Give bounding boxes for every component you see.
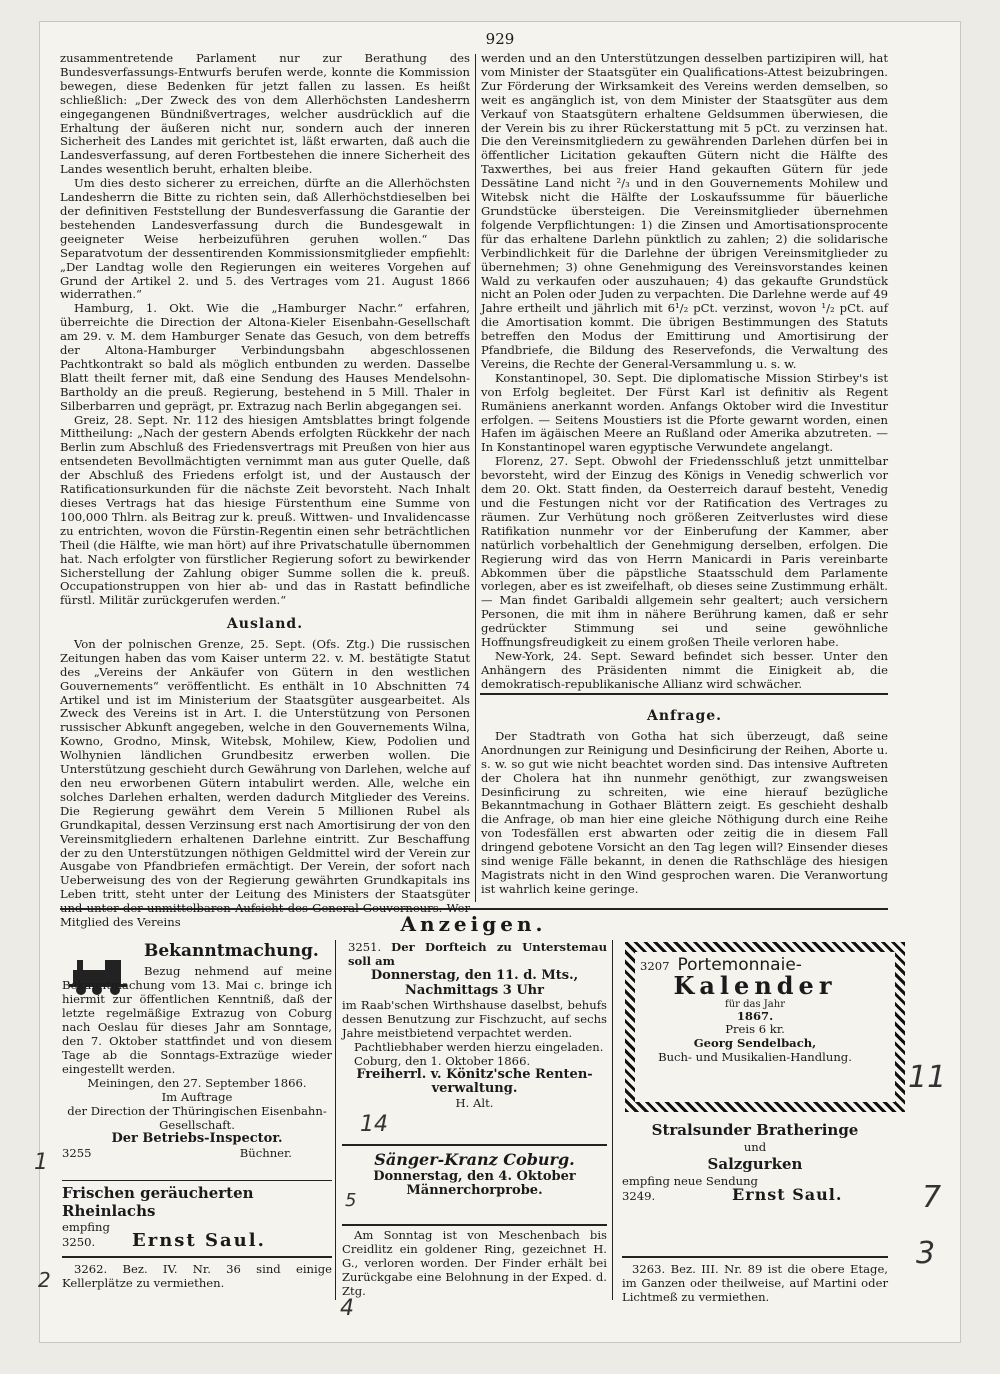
ad-rheinlachs [62,1184,332,1254]
ad-bekanntmachung [62,940,332,1180]
ad-inspector: Der Betriebs-Inspector. [111,1131,283,1146]
ad-shop: Buch- und Musikalien-Handlung. [658,1050,852,1064]
ad-number: 3249. [622,1189,656,1203]
handwritten-mark: 5 [345,1190,357,1211]
ad-title: Frischen geräucherten Rheinlachs [62,1184,254,1220]
right-column [481,52,888,690]
ad-rule [342,1144,607,1146]
ad-text: Bez. III. Nr. 89 ist die obere Etage, im Ganzen oder theilweise, auf Martini oder Lichtmeß zu vermiethen. [622,1262,888,1304]
ad-ring [342,1228,607,1300]
ad-auftrag: Im Auftrage [161,1090,233,1104]
ad-title-big: Kalender [673,971,837,1000]
ad-sub: empfing [62,1220,110,1234]
ad-line: Donnerstag, den 4. Oktober [373,1169,576,1184]
ad-und: und [743,1140,767,1154]
ad-rule [342,1224,607,1226]
ad-name: Georg Sendelbach, [693,1036,817,1050]
ad-text: Bez. IV. Nr. 36 sind einige Kellerplätze zu vermiethen. [62,1262,332,1290]
paragraph: werden und an den Unterstützungen desselben partizipiren will, hat vom Minister der Staatsgüter ein Qualifications-Attest beizubringen. Zur Förderung der Wirksamkeit des Vereins werden demselben, so weit es angänglich ist, von dem Minister der Staatsgüter aus dem Verkauf von Staatsgütern erhaltene Geldsummen überwiesen, die der Verein bis zu ihrer Rückerstattung mit 5 pCt. zu verzinsen hat. Die den Vereinsmitgliedern zu gewährenden Darlehen dürfen bei in öffentlicher Licitation gekauften Gütern nicht die Hälfte des Taxwerthes, bei aus freier Hand gekauften Gütern für jede Dessätine Land nicht ²/₃ und in den Gouvernements Mohilew und Witebsk nicht die Hälfte der Loskaufssumme für bäuerliche Grundstücke übersteigen. Die Vereinsmitglieder übernehmen folgende Verpflichtungen: 1) die Zinsen und Amortisationsprocente für das erhaltene Darlehn pünktlich zu zahlen; 2) die solidarische Verbindlichkeit für die Darlehne der übrigen Vereinsmitglieder zu übernehmen; 3) ohne Genehmigung des Vereinsvorstandes keinen Wald zu verkaufen oder auszuhauen; 4) das gekaufte Grundstück nicht an Polen oder Juden zu verpachten. Die Darlehne werde auf 49 Jahre ertheilt und jährlich mit 6¹/₂ pCt. verzinst, wovon ¹/₂ pCt. auf die Amortisation kommt. Die übrigen Bestimmungen des Statuts betreffen den Modus der Emittirung und Amortisirung der Pfandbriefe, die Bildung des Reservefonds, die Verwaltung des Vereins, die Rechte der General-Versammlung u. s. w. [481,51,888,371]
ad-title: Sänger-Kranz Coburg. [374,1150,575,1169]
ad-footer [62,1146,332,1160]
ad-saenger-kranz [342,1150,607,1220]
ad-date: Meiningen, den 27. September 1866. [87,1076,307,1090]
ad-line: Männerchorprobe. [406,1183,543,1198]
ad-signature: Ernst Saul. [732,1185,843,1204]
ads-divider-left [335,940,336,1300]
ad-kalender [640,955,870,1076]
section-heading: Ausland. [226,616,304,632]
ad-rule [622,1256,888,1258]
ad-title: Portemonnaie- [677,955,802,975]
ad-rule [62,1180,332,1181]
ad-year: 1867. [736,1009,774,1023]
ad-number: 3250. [62,1235,96,1249]
column-divider [475,54,476,902]
handwritten-mark: 2 [38,1268,51,1292]
ad-text: Am Sonntag ist von Meschenbach bis Creidlitz ein goldener Ring, gezeichnet H. G., verloren worden. Der Finder erhält bei Zurückgabe eine Belohnung in der Exped. d. Ztg. [342,1228,607,1298]
paragraph: Von der polnischen Grenze, 25. Sept. (Ofs. Ztg.) Die russischen Zeitungen haben das vom Kaiser unterm 22. v. M. bestätigte Statut des „Vereins der Ankäufer von Gütern in den westlichen Gouvernements“ veröffentlicht. Es enthält in 10 Abschnitten 74 Artikel und ist im Ministerium der Staatsgüter ausgearbeitet. Als Zweck des Vereins ist in Art. I. die Unterstützung von Personen russischer Abkunft angegeben, welche in den Gouvernements Wilna, Kowno, Grodno, Minsk, Witebsk, Mohilew, Kiew, Podolien und Wolhynien ländlichen Grundbesitz erwerben wollen. Die Unterstützung geschieht durch Gewährung von Darlehen, welche auf den neu erworbenen Gütern intabulirt werden. Alle, welche ein solches Darlehen erhalten, werden dadurch Mitglieder des Vereins. Die Regierung gewährt dem Verein 5 Millionen Rubel als Grundkapital, dessen Verzinsung erst nach Amortisirung der von den Vereinsmitgliedern erhaltenen Darlehne eintritt. Zur Beschaffung der zu den Unterstützungen nöthigen Geldmittel wird der Verein zur Ausgabe von Pfandbriefen ermächtigt. Der Verein, der sofort nach Ueberweisung des von der Regierung gewährten Grundkapitals ins Leben tritt, steht unter der Leitung des Ministers der Staatsgüter und unter der unmittelbaren Aufsicht des General-Gouverneurs. Wer Mitglied des Vereins [60,636,470,930]
ad-price: Preis 6 kr. [725,1022,785,1036]
ad-emphasis: Donnerstag, den 11. d. Mts., Nachmittags 3 Uhr [370,968,579,998]
paragraph: Florenz, 27. Sept. Obwohl der Friedensschluß jetzt unmittelbar bevorsteht, wird der Einzug des Königs in Venedig schwerlich vor dem 20. Okt. Statt finden, da Oesterreich darauf besteht, Venedig und die Festungen nicht vor der Ratification des Vertrages zu räumen. Zur Verhütung noch größeren Zeitverlustes wird diese Ratifikation nunmehr vor der Einberufung der Kammer, aber natürlich vorbehaltlich der Genehmigung derselben, erfolgen. Die Regierung wird das von Herrn Manicardi in Paris vereinbarte Abkommen über die päpstliche Staatsschuld dem Parlamente vorlegen, aber es ist zweifelhaft, ob dieses seine Zustimmung erhält. — Man findet Garibaldi allgemein sehr gealtert; auch versichern Personen, die mit ihm in nähere Berührung kamen, daß er sehr gedrückter Stimmung sei und seine gewöhnliche Hoffnungsfreudigkeit zu einem großen Theile verloren habe. [481,454,888,650]
paragraph: Greiz, 28. Sept. Nr. 112 des hiesigen Amtsblattes bringt folgende Mittheilung: „Nach der gestern Abends erfolgten Rückkehr der nach Berlin zum Abschluß des Friedensvertrags mit Preußen von hier aus entsendeten Bevollmächtigten vernimmt man aus guter Quelle, daß der Abschluß des Friedens erfolgt ist, und der Austausch der Ratificationsurkunden für die nächste Zeit bevorsteht. Nach Inhalt dieses Vertrags hat das hiesige Fürstenthum eine Summe von 100,000 Thlrn. als Beitrag zur k. preuß. Wittwen- und Invalidencasse zu entrichten, wovon die Fürstin-Regentin einen sehr beträchtlichen Theil (die Hälfte, wie man hört) auf ihre Privatschatulle übernommen hat. Nach erfolgter von fürstlicher Regierung sofort zu bewirkender Sicherstellung der Zahlung obiger Summe sollen die k. preuß. Occupationstruppen von hier ab- und das in Rastatt befindliche fürstl. Militär zurückgerufen werden.“ [60,412,470,608]
ad-direction: der Direction der Thüringischen Eisenbahn-Gesellschaft. [67,1104,327,1132]
ad-date: Coburg, den 1. Oktober 1866. [354,1054,531,1068]
ausland-section [60,610,470,930]
handwritten-mark: 1 [34,1150,48,1175]
ad-signature-name: H. Alt. [455,1096,494,1110]
ad-title: Bekanntmachung. [144,941,319,961]
left-column [60,52,470,608]
handwritten-mark: 14 [360,1112,388,1137]
ad-sub: empfing neue Sendung [622,1174,758,1188]
ad-etage [622,1262,888,1302]
ad-title: Salzgurken [707,1155,803,1173]
ad-rule [62,1256,332,1258]
anzeigen-heading: Anzeigen. [400,912,547,936]
ad-signature: Büchner. [239,1146,292,1160]
page-number: 929 [485,30,515,48]
ad-number: 3251. [348,940,382,954]
section-heading: Anfrage. [646,708,723,724]
ad-line [342,940,607,968]
paragraph: Der Stadtrath von Gotha hat sich überzeugt, daß seine Anordnungen zur Reinigung und Desinficirung der Reihen, Aborte u. s. w. so gut wie nicht beachtet worden sind. Das intensive Auftreten der Cholera hat ihn nunmehr genöthigt, zur zwangsweisen Desinficirung zu schreiten, wie eine hierauf bezügliche Bekanntmachung in Gothaer Blättern zeigt. Es geschieht deshalb die Anfrage, ob man hier eine gleiche Nöthigung durch eine Reihe von Todesfällen erst abwarten oder zeitig die in diesem Fall dringend gebotene Vorsicht an den Tag legen will? Einsender dieses sind wenige Fälle bekannt, in denen die Rathschläge des hiesigen Magistrats nicht in den Wind gesprochen waren. Die Veranwortung ist wahrlich keine geringe. [481,728,888,896]
ad-text: im Raab'schen Wirthshause daselbst, behufs dessen Benutzung zur Fischzucht, auf sechs Jahre meistbietend verpachtet werden. [342,998,607,1040]
ad-title: Stralsunder Bratheringe [651,1121,859,1139]
handwritten-mark: 4 [340,1296,354,1321]
handwritten-mark: 3 [916,1236,936,1271]
ad-text: Der Dorfteich zu Unterstemau soll am [348,940,608,968]
ad-signature: Freiherrl. v. Könitz'sche Renten-verwaltung. [356,1067,593,1096]
anfrage-section [481,702,888,902]
paragraph: Konstantinopel, 30. Sept. Die diplomatische Mission Stirbey's ist von Erfolg begleitet. Der Fürst Karl ist definitiv als Regent Rumäniens anerkannt worden. Anfangs Oktober wird die Investitur erfolgen. — Seitens Moustiers ist die Pforte gewarnt worden, einen Hafen im ägäischen Meere an Rußland oder Amerika abzutreten. — In Konstantinopel waren egyptische Verwundete angelangt. [481,370,888,455]
ad-number: 3207 [640,959,670,973]
ad-text: Pachtliebhaber werden hierzu eingeladen. [354,1040,604,1054]
paragraph: Hamburg, 1. Okt. Wie die „Hamburger Nachr.“ erfahren, überreichte die Direction der Altona-Kieler Eisenbahn-Gesellschaft am 29. v. M. dem Hamburger Senate das Gesuch, von dem betreffs der Altona-Hamburger Verbindungsbahn abgeschlossenen Pachtkontrakt so bald als möglich entbunden zu werden. Dasselbe Blatt theilt ferner mit, daß eine Sendung des Hauses Mendelsohn-Bartholdy an die preuß. Regierung, bestehend in 5 Mill. Thaler in Silberbarren und geprägt, pr. Extrazug nach Berlin abgegangen sei. [60,301,470,413]
handwritten-mark: 7 [922,1180,942,1215]
paragraph: Um dies desto sicherer zu erreichen, dürfte an die Allerhöchsten Landesherrn die Bitte zu richten sein, daß Allerhöchstdieselben bei der definitiven Feststellung der Bundesverfassung die Garantie der bestehenden Landesverfassung durch die Bundesgewalt in geeigneter Weise herbeizuführen geruhen wollen.“ Das Separatvotum der dessentirenden Kommissionsmitglieder empfiehlt: „Der Landtag wolle den Regierungen ein weiteres Vorgehen auf Grund der Artikel 2. und 5. des Vertrages vom 21. August 1866 widerrathen.“ [60,176,470,302]
ad-kellerplaetze [62,1262,332,1296]
ad-line: für das Jahr [725,999,785,1010]
ad-text: Bezug nehmend auf meine Bekanntmachung vom 13. Mai c. bringe ich hiermit zur öffentlichen Kenntniß, daß der letzte regelmäßige Extrazug von Coburg nach Oeslau für dieses Jahr am Sonntage, den 7. Oktober stattfindet und von diesem Tage ab die Sonntags-Extrazüge wieder eingestellt werden. [62,964,332,1076]
ad-signature: Ernst Saul. [132,1230,266,1251]
ad-bratheringe [622,1120,888,1240]
paragraph: New-York, 24. Sept. Seward befindet sich besser. Unter den Anhängern des Präsidenten nimmt die Einigkeit ab, die demokratisch-republikanische Allianz wird schwächer. [481,648,888,691]
ad-number: 3262. [74,1262,108,1276]
ads-divider-right [612,940,613,1300]
handwritten-mark: 11 [908,1060,947,1095]
ad-footer [622,1185,888,1204]
ad-number: 3263. [632,1262,666,1276]
paragraph: zusammentretende Parlament nur zur Berathung des Bundesverfassungs-Entwurfs berufen werde, konnte die Kommission bewegen, diese Bedenken für jetzt fallen zu lassen. Es heißt schließlich: „Der Zweck des von dem Allerhöchsten Landesherrn eingegangenen Bündnißvertrages, welcher ausdrücklich auf die Erhaltung der äußeren nicht nur, sondern auch der inneren Sicherheit des Landes mit gerichtet ist, läßt erwarten, daß auch die Landesverfassung, auf deren Fortbestehen die innere Sicherheit des Landes wesentlich beruht, erhalten bleibe. [60,51,470,177]
ad-dorfteich [342,940,607,1122]
ad-footer [62,1230,332,1251]
anfrage-rule-top [480,693,888,695]
ad-number: 3255 [62,1146,92,1160]
